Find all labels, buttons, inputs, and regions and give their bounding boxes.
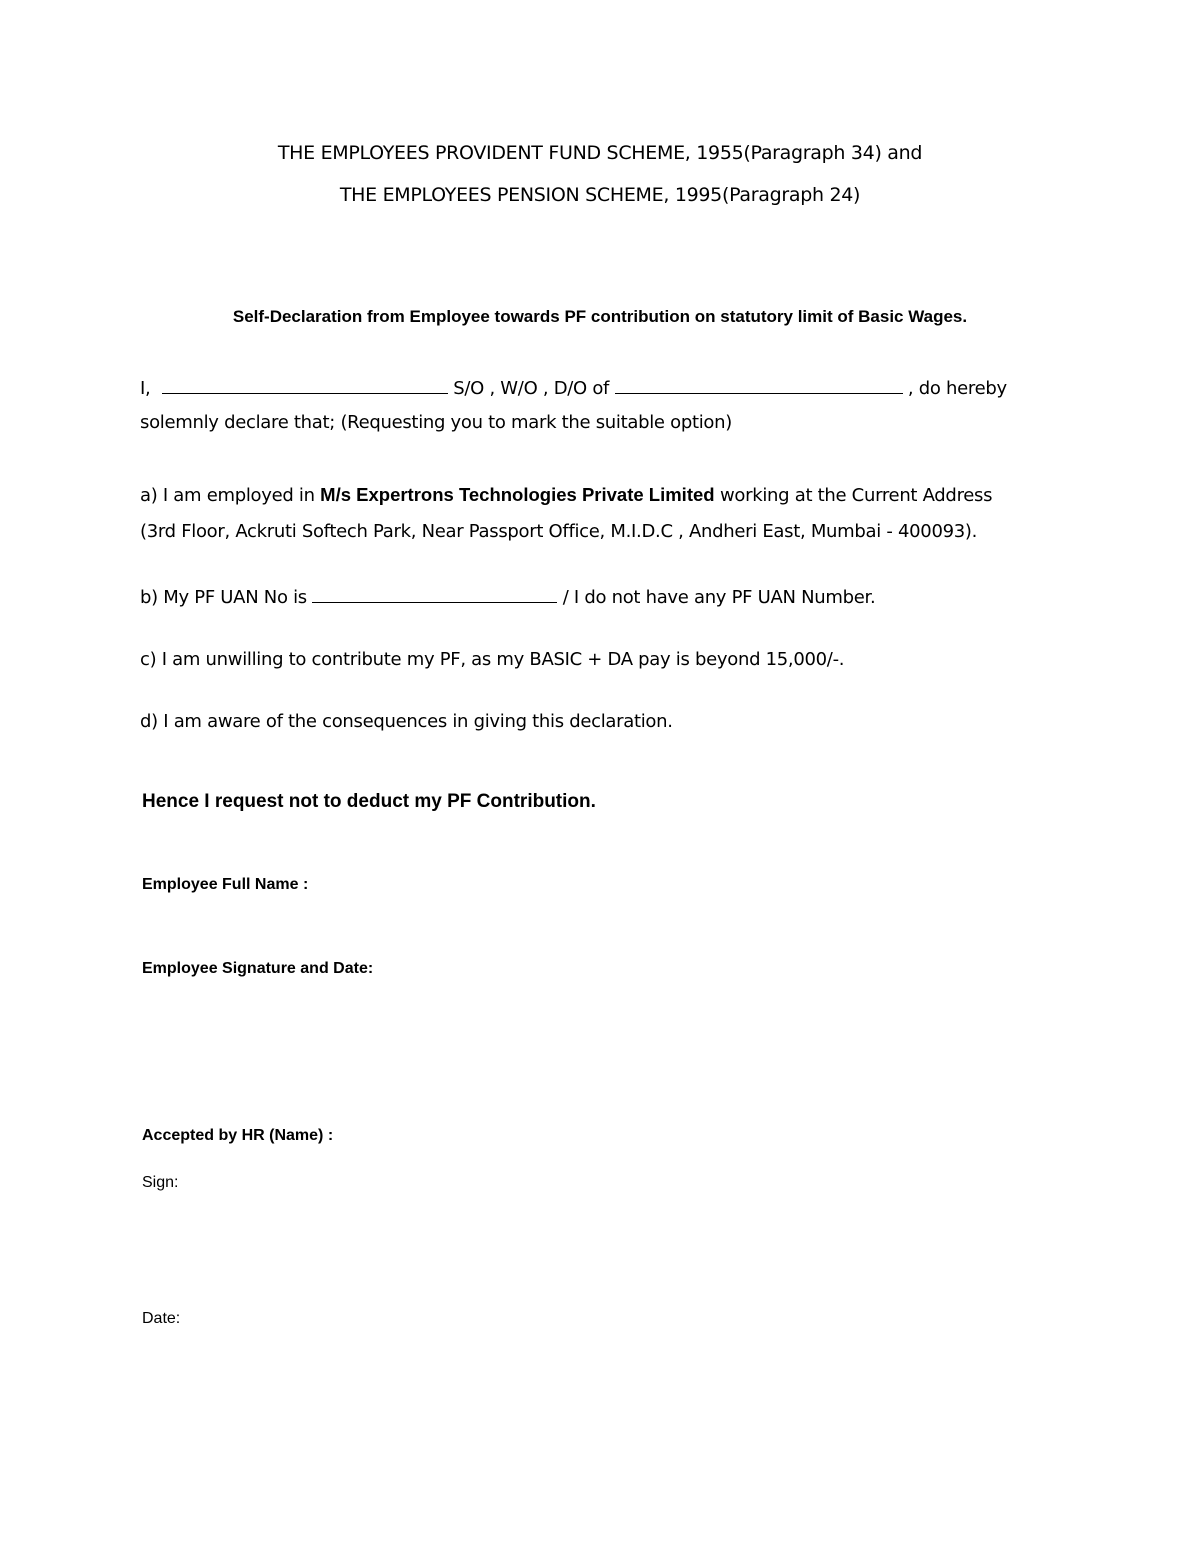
declaration-line-1 xyxy=(140,377,1007,399)
accepted-by-hr-label: Accepted by HR (Name) : xyxy=(142,1127,334,1144)
header-line-1: THE EMPLOYEES PROVIDENT FUND SCHEME, 1955(Paragraph 34) and xyxy=(277,142,923,164)
declaration-line-2: solemnly declare that; (Requesting you to mark the suitable option) xyxy=(140,412,732,433)
sign-label: Sign: xyxy=(142,1174,179,1191)
uan-blank-field[interactable] xyxy=(312,586,557,603)
date-label: Date: xyxy=(142,1310,181,1327)
option-b-suffix: / I do not have any PF UAN Number. xyxy=(562,587,876,608)
relation-name-blank-field[interactable] xyxy=(615,377,903,394)
request-statement: Hence I request not to deduct my PF Contribution. xyxy=(142,791,596,812)
option-a-address: (3rd Floor, Ackruti Softech Park, Near Passport Office, M.I.D.C , Andheri East, Mumbai - 400093). xyxy=(140,521,978,542)
document-subtitle: Self-Declaration from Employee towards PF contribution on statutory limit of Basic Wages. xyxy=(232,307,968,326)
option-a-suffix: working at the Current Address xyxy=(720,485,993,506)
declaration-relation: S/O , W/O , D/O of xyxy=(453,378,610,399)
name-blank-field[interactable] xyxy=(162,377,448,394)
option-a-line-1 xyxy=(140,484,992,506)
option-c: c) I am unwilling to contribute my PF, as my BASIC + DA pay is beyond 15,000/-. xyxy=(140,649,845,670)
declaration-suffix: , do hereby xyxy=(907,378,1007,399)
declaration-prefix: I, xyxy=(140,378,151,399)
option-d: d) I am aware of the consequences in giving this declaration. xyxy=(140,711,673,732)
header-line-2: THE EMPLOYEES PENSION SCHEME, 1995(Paragraph 24) xyxy=(339,184,861,206)
employee-signature-date-label: Employee Signature and Date: xyxy=(142,960,374,977)
company-name: M/s Expertrons Technologies Private Limited xyxy=(320,484,715,505)
option-a-prefix: a) I am employed in xyxy=(140,485,315,506)
employee-full-name-label: Employee Full Name : xyxy=(142,876,309,893)
option-b xyxy=(140,586,875,608)
option-b-prefix: b) My PF UAN No is xyxy=(140,587,307,608)
